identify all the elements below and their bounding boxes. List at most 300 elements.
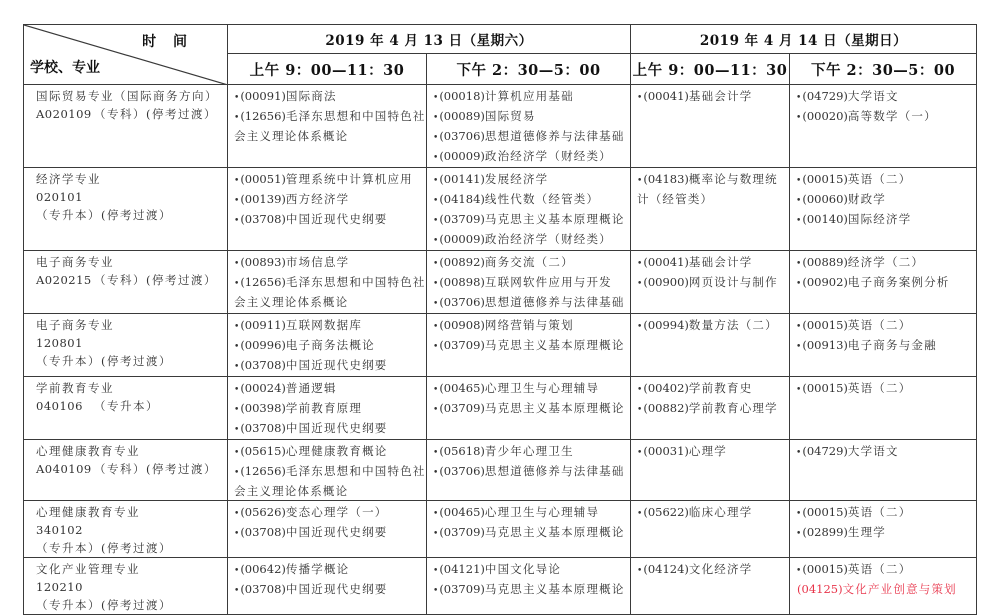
course-slot-cell [631,85,790,168]
course-name: 市场信息学 [285,255,350,269]
course-name: 学前教育心理学 [688,401,778,415]
course-item [234,419,426,439]
course-name: 马克思主义基本原理概论 [484,338,625,352]
bullet-icon: • [796,322,802,332]
course-code: (05615) [240,444,286,458]
major-code: 020101 [36,190,83,204]
course-code: (00018) [439,89,485,103]
major-code: A040109 [36,462,92,476]
course-code: (00024) [240,381,286,395]
course-slot-cell [228,85,427,168]
major-name: 心理健康教育专业 [36,444,140,458]
bullet-icon: • [433,279,439,289]
course-code: (03706) [439,464,485,478]
major-cell [24,377,228,440]
course-code: (00398) [240,401,286,415]
course-code: (04729) [802,444,848,458]
bullet-icon: • [234,586,240,596]
major-name: 心理健康教育专业 [36,505,140,519]
course-item [433,190,630,210]
course-name: 英语（二） [847,318,912,332]
major-name: 国际贸易专业（国际商务方向） [36,89,218,103]
major-code-line [36,188,227,224]
major-cell [24,501,228,558]
course-slot-cell [228,168,427,251]
table-row [24,558,977,615]
course-item [796,210,976,230]
major-code: 340102 [36,523,83,537]
course-code: (03708) [240,525,286,539]
course-slot-cell [427,501,631,558]
course-code: (00031) [643,444,689,458]
course-slot-cell [790,314,977,377]
course-code: (00889) [802,255,848,269]
course-name: 学前教育原理 [285,401,363,415]
major-name: 电子商务专业 [36,318,114,332]
course-item [433,210,630,230]
major-cell [24,314,228,377]
bullet-icon: • [637,259,643,269]
course-slot-cell [790,377,977,440]
bullet-icon: • [234,259,240,269]
table-row [24,85,977,168]
course-item [637,316,789,336]
course-item [433,560,630,580]
course-item [234,253,426,273]
course-item [234,462,426,500]
major-cell [24,168,228,251]
course-name: 中国近现代史纲要 [285,582,388,596]
course-code: (00994) [643,318,689,332]
bullet-icon: • [433,385,439,395]
course-name: 电子商务案例分析 [847,275,950,289]
bullet-icon: • [234,448,240,458]
course-item [234,190,426,210]
table-row [24,168,977,251]
course-code: (00089) [439,109,485,123]
course-name: 管理系统中计算机应用 [285,172,413,186]
major-code: A020215 [36,273,92,287]
course-slot-cell [790,251,977,314]
table-row [24,377,977,440]
slot-header-day1-pm: 下午 2：30—5：00 [427,54,631,85]
course-name: 中国近现代史纲要 [285,525,388,539]
bullet-icon: • [433,133,439,143]
course-name: 中国近现代史纲要 [285,212,388,226]
course-code: (03708) [240,358,286,372]
course-code: (00140) [802,212,848,226]
course-item [234,273,426,311]
corner-time-label: 时 间 [142,34,193,50]
bullet-icon: • [433,342,439,352]
course-code: (00041) [643,255,689,269]
major-name: 文化产业管理专业 [36,562,140,576]
course-code: (04121) [439,562,485,576]
course-item [796,442,976,462]
course-code: (03708) [240,421,286,435]
course-item [433,580,630,600]
course-name: 马克思主义基本原理概论 [484,401,625,415]
bullet-icon: • [433,113,439,123]
major-code-line [36,397,227,415]
bullet-icon: • [234,322,240,332]
major-name: 经济学专业 [36,172,101,186]
course-slot-cell [427,251,631,314]
bullet-icon: • [796,279,802,289]
course-name: 心理卫生与心理辅导 [484,505,600,519]
course-code: (00642) [240,562,286,576]
course-item [234,503,426,523]
bullet-icon: • [433,196,439,206]
bullet-icon: • [234,113,240,123]
bullet-icon: • [234,93,240,103]
course-item [234,356,426,376]
major-note: （专升本）(停考过渡） [36,598,172,612]
bullet-icon: • [433,529,439,539]
course-code: (00051) [240,172,286,186]
course-item [637,379,789,399]
course-name: 文化产业创意与策划 [842,582,957,596]
course-item [433,442,630,462]
course-slot-cell [228,251,427,314]
major-code-line [36,521,227,557]
bullet-icon: • [637,405,643,415]
course-item [796,190,976,210]
course-name: 变态心理学（一） [285,505,388,519]
course-item [796,560,976,580]
course-item [234,316,426,336]
course-name: 大学语文 [847,444,899,458]
course-code: (00141) [439,172,485,186]
major-name: 电子商务专业 [36,255,114,269]
course-item [637,503,789,523]
course-item [234,523,426,543]
course-slot-cell [790,168,977,251]
major-code: A020109 [36,107,92,121]
course-name: 西方经济学 [285,192,350,206]
course-name: 线性代数（经管类） [484,192,600,206]
bullet-icon: • [433,509,439,519]
course-item [433,170,630,190]
course-slot-cell [631,251,790,314]
course-slot-cell [427,314,631,377]
major-cell [24,558,228,615]
course-name: 心理卫生与心理辅导 [484,381,600,395]
bullet-icon: • [796,176,802,186]
course-code: (00009) [439,149,485,163]
major-code-line [36,460,227,478]
bullet-icon: • [796,509,802,519]
bullet-icon: • [637,279,643,289]
bullet-icon: • [796,342,802,352]
major-code-line [36,271,227,289]
bullet-icon: • [637,566,643,576]
course-code: (04729) [802,89,848,103]
bullet-icon: • [433,586,439,596]
course-item [433,379,630,399]
bullet-icon: • [433,299,439,309]
course-item [433,147,630,167]
corner-major-label: 学校、专业 [30,60,100,76]
course-code: (00893) [240,255,286,269]
course-name: 文化经济学 [688,562,753,576]
course-item [234,580,426,600]
course-name: 生理学 [847,525,886,539]
bullet-icon: • [234,342,240,352]
course-slot-cell [228,440,427,501]
course-item [796,253,976,273]
course-item [433,399,630,419]
course-name: 互联网数据库 [285,318,363,332]
course-name: 马克思主义基本原理概论 [484,525,625,539]
bullet-icon: • [637,385,643,395]
bullet-icon: • [234,176,240,186]
bullet-icon: • [796,93,802,103]
bullet-icon: • [796,448,802,458]
course-name: 青少年心理卫生 [484,444,574,458]
course-slot-cell [790,501,977,558]
bullet-icon: • [637,322,643,332]
course-code: (04125) [797,582,843,596]
course-item [433,253,630,273]
major-code: 120801 [36,336,83,350]
major-cell [24,251,228,314]
course-name: 马克思主义基本原理概论 [484,582,625,596]
bullet-icon: • [433,236,439,246]
course-name: 传播学概论 [285,562,350,576]
course-code: (03709) [439,338,485,352]
course-name: 毛泽东思想和中国特色社会主义理论体系概论 [234,464,426,498]
course-name: 数量方法（二） [688,318,778,332]
major-cell [24,440,228,501]
table-row [24,251,977,314]
course-code: (12656) [240,109,286,123]
course-code: (03708) [240,582,286,596]
course-item [796,503,976,523]
course-slot-cell [631,558,790,615]
course-name: 经济学（二） [847,255,925,269]
course-code: (00015) [802,381,848,395]
course-item [433,230,630,250]
major-cell [24,85,228,168]
course-item [637,399,789,419]
bullet-icon: • [637,93,643,103]
course-code: (00091) [240,89,286,103]
course-slot-cell [631,440,790,501]
course-code: (03709) [439,525,485,539]
course-code: (00020) [802,109,848,123]
course-name: 概率论与数理统计（经管类） [637,172,778,206]
course-name: 中国近现代史纲要 [285,358,388,372]
course-code: (00060) [802,192,848,206]
course-slot-cell [631,501,790,558]
bullet-icon: • [433,322,439,332]
course-slot-cell [228,314,427,377]
course-item [234,107,426,145]
course-code: (00892) [439,255,485,269]
course-code: (00015) [802,172,848,186]
course-code: (00041) [643,89,689,103]
bullet-icon: • [796,385,802,395]
course-item [234,560,426,580]
course-item [796,336,976,356]
course-item [637,273,789,293]
course-item [796,316,976,336]
bullet-icon: • [433,405,439,415]
course-name: 高等数学（一） [847,109,937,123]
course-item [796,170,976,190]
course-name: 英语（二） [847,172,912,186]
course-name: 政治经济学（财经类） [484,149,612,163]
major-note: （专升本） [94,399,159,413]
bullet-icon: • [637,448,643,458]
slot-header-day2-am: 上午 9：00—11：30 [631,54,790,85]
course-name: 心理健康教育概论 [285,444,388,458]
course-item [433,316,630,336]
bullet-icon: • [234,385,240,395]
course-item [637,170,789,208]
course-item [234,442,426,462]
course-code: (12656) [240,464,286,478]
course-slot-cell [790,85,977,168]
major-code-line [36,105,227,123]
course-item [796,523,976,543]
bullet-icon: • [433,93,439,103]
course-name: 英语（二） [847,381,912,395]
major-note: （专升本）(停考过渡） [36,208,172,222]
course-item [637,87,789,107]
course-slot-cell [427,440,631,501]
course-slot-cell [427,85,631,168]
course-item [637,442,789,462]
course-code: (00465) [439,381,485,395]
course-name: 基础会计学 [688,255,753,269]
course-name: 国际经济学 [847,212,912,226]
course-code: (12656) [240,275,286,289]
bullet-icon: • [433,153,439,163]
course-name: 互联网软件应用与开发 [484,275,612,289]
course-item [796,273,976,293]
course-item [433,503,630,523]
course-code: (03706) [439,295,485,309]
course-name: 临床心理学 [688,505,753,519]
course-name: 思想道德修养与法律基础 [484,464,625,478]
course-item [433,462,630,482]
course-name: 学前教育史 [688,381,753,395]
course-name: 中国文化导论 [484,562,562,576]
bullet-icon: • [234,279,240,289]
course-item [234,399,426,419]
course-name: 心理学 [688,444,727,458]
course-name: 电子商务法概论 [285,338,375,352]
bullet-icon: • [433,259,439,269]
course-name: 发展经济学 [484,172,549,186]
course-code: (03706) [439,129,485,143]
major-note: （专升本）(停考过渡） [36,541,172,555]
course-code: (00908) [439,318,485,332]
course-code: (04183) [643,172,689,186]
bullet-icon: • [796,113,802,123]
course-code: (03708) [240,212,286,226]
course-name: 马克思主义基本原理概论 [484,212,625,226]
course-item [433,293,630,313]
course-slot-cell [790,558,977,615]
bullet-icon: • [234,509,240,519]
course-code: (05622) [643,505,689,519]
bullet-icon: • [433,216,439,226]
course-name: 中国近现代史纲要 [285,421,388,435]
course-name: 财政学 [847,192,886,206]
major-code: 120210 [36,580,83,594]
bullet-icon: • [433,448,439,458]
bullet-icon: • [234,362,240,372]
major-note: （专科）(停考过渡） [94,107,217,121]
date-header-day1: 2019 年 4 月 13 日（星期六） [228,25,631,54]
course-code: (00465) [439,505,485,519]
course-code: (00015) [802,562,848,576]
course-code: (03709) [439,212,485,226]
course-code: (00882) [643,401,689,415]
course-code: (04184) [439,192,485,206]
major-code: 040106 [36,399,83,413]
course-name: 毛泽东思想和中国特色社会主义理论体系概论 [234,275,426,309]
course-code: (05618) [439,444,485,458]
bullet-icon: • [234,216,240,226]
course-code: (00139) [240,192,286,206]
major-code-line [36,334,227,370]
course-slot-cell [790,440,977,501]
course-code: (03709) [439,582,485,596]
bullet-icon: • [234,566,240,576]
major-note: （专科）(停考过渡） [94,462,217,476]
bullet-icon: • [234,529,240,539]
course-slot-cell [427,168,631,251]
major-note: （专科）(停考过渡） [94,273,217,287]
course-name: 网页设计与制作 [688,275,778,289]
course-code: (00900) [643,275,689,289]
course-slot-cell [631,314,790,377]
course-item [234,379,426,399]
course-name: 英语（二） [847,505,912,519]
course-code: (00902) [802,275,848,289]
course-code: (00996) [240,338,286,352]
date-header-day2: 2019 年 4 月 14 日（星期日） [631,25,977,54]
course-item [433,523,630,543]
course-item [796,379,976,399]
table-row [24,314,977,377]
bullet-icon: • [796,566,802,576]
major-code-line [36,578,227,614]
course-code: (00898) [439,275,485,289]
course-code: (04124) [643,562,689,576]
course-item [433,273,630,293]
bullet-icon: • [796,216,802,226]
course-item [433,336,630,356]
table-row [24,501,977,558]
course-name: 大学语文 [847,89,899,103]
course-name: 国际商法 [285,89,337,103]
slot-header-day1-am: 上午 9：00—11：30 [228,54,427,85]
course-name: 思想道德修养与法律基础 [484,295,625,309]
course-slot-cell [228,501,427,558]
bullet-icon: • [796,196,802,206]
course-code: (05626) [240,505,286,519]
course-name: 政治经济学（财经类） [484,232,612,246]
bullet-icon: • [234,468,240,478]
course-name: 基础会计学 [688,89,753,103]
course-slot-cell [631,168,790,251]
header-corner-cell [24,25,228,85]
